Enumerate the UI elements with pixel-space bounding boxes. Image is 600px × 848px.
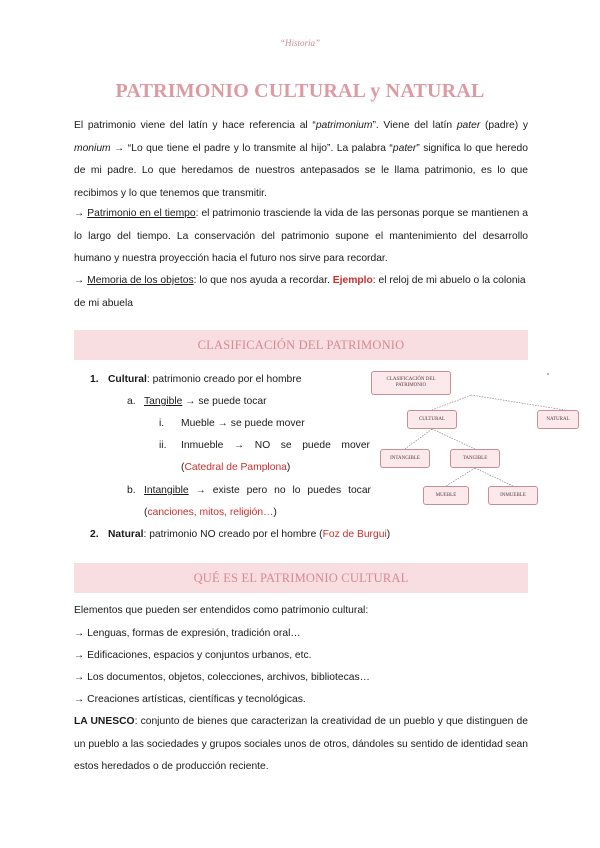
memoria-term: Memoria de los objetos bbox=[87, 275, 194, 286]
elementos-intro: Elementos que pueden ser entendidos como patrimonio cultural: bbox=[74, 605, 369, 616]
list-item-inmueble: ii. Inmueble → NO se puede mover bbox=[159, 440, 370, 451]
diagram-node-inmueble: INMUEBLE bbox=[488, 486, 538, 505]
section-heading-clasificacion: CLASIFICACIÓN DEL PATRIMONIO bbox=[74, 330, 528, 360]
diagram-node-root: CLASIFICACIÓN DEL PATRIMONIO bbox=[371, 371, 451, 395]
list-item-tangible: a. Tangible → se puede tocar bbox=[127, 396, 267, 407]
unesco-paragraph: LA UNESCO: conjunto de bienes que caracterizan la creatividad de un pueblo y que distinguen de un pueblo a las sociedades y grupos sociales unos de otros, dándoles su sentido de identidad sean estos heredados o de producción reciente. bbox=[74, 716, 528, 772]
diagram-node-cultural: CULTURAL bbox=[407, 410, 457, 429]
list-item-mueble: i. Mueble → se puede mover bbox=[159, 418, 305, 429]
list-item-intangible: b. Intangible → existe pero no lo puedes tocar bbox=[127, 485, 371, 496]
diagram-node-intangible: INTANGIBLE bbox=[380, 449, 430, 468]
diagram-node-mueble: MUEBLE bbox=[423, 486, 469, 505]
diagram-node-natural: NATURAL bbox=[537, 410, 579, 429]
tiempo-term: Patrimonio en el tiempo bbox=[87, 208, 196, 219]
list-item-natural: 2. Natural: patrimonio NO creado por el hombre (Foz de Burgui) bbox=[90, 529, 391, 540]
canciones-example: canciones, mitos, religión… bbox=[147, 507, 274, 518]
page-title: PATRIMONIO CULTURAL y NATURAL bbox=[115, 80, 485, 102]
unesco-term: LA UNESCO bbox=[74, 716, 135, 727]
list-item-catedral: (Catedral de Pamplona) bbox=[181, 462, 291, 473]
elemento-item: → Edificaciones, espacios y conjuntos urbanos, etc. bbox=[74, 650, 312, 661]
memoria-paragraph: → Memoria de los objetos: lo que nos ayuda a recordar. Ejemplo: el reloj de mi abuelo o la colonia de mi abuela bbox=[74, 275, 526, 309]
catedral-example: Catedral de Pamplona bbox=[184, 462, 287, 473]
elemento-item: → Lenguas, formas de expresión, tradición oral… bbox=[74, 628, 301, 639]
elemento-item: → Creaciones artísticas, científicas y tecnológicas. bbox=[74, 694, 306, 705]
foz-example: Foz de Burgui bbox=[322, 529, 387, 540]
elemento-item: → Los documentos, objetos, colecciones, archivos, bibliotecas… bbox=[74, 672, 370, 683]
list-item-canciones: (canciones, mitos, religión…) bbox=[144, 507, 277, 518]
intro-paragraph: El patrimonio viene del latín y hace referencia al “patrimonium”. Viene del latín pater (padre) y monium → “Lo que tiene el padre y lo transmite al hijo”. La palabra “pater” significa lo que heredo de mi padre. Lo que heredamos de nuestros antepasados se le llama patrimonio, es lo que recibimos y lo que tenemos que transmitir. bbox=[74, 120, 528, 199]
classification-diagram bbox=[375, 365, 575, 515]
section-heading-que-es: QUÉ ES EL PATRIMONIO CULTURAL bbox=[74, 563, 528, 593]
diagram-node-tangible: TANGIBLE bbox=[450, 449, 500, 468]
tiempo-paragraph: → Patrimonio en el tiempo: el patrimonio trasciende la vida de las personas porque se mantienen a lo largo del tiempo. La conservación del patrimonio supone el mantenimiento del desarrollo humano y nuestra proyección hacia el futuro nos sirve para recordar. bbox=[74, 208, 528, 264]
header-note: “Historia” bbox=[279, 38, 321, 48]
list-item-cultural: 1. Cultural: patrimonio creado por el hombre bbox=[90, 374, 302, 385]
ejemplo-label: Ejemplo bbox=[332, 275, 373, 286]
